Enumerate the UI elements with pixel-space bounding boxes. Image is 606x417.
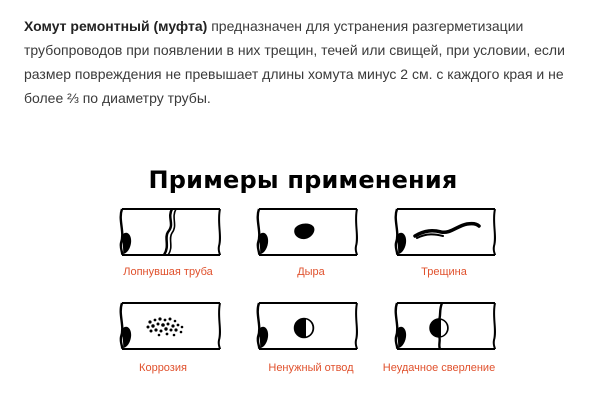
corrosion-pipe-icon <box>121 303 220 349</box>
caption-corrosion: Коррозия <box>139 362 187 374</box>
crack-pipe-icon <box>396 209 495 255</box>
caption-unneeded-branch: Ненужный отвод <box>268 362 354 374</box>
caption-crack: Трещина <box>421 266 467 278</box>
intro-text: предназначен для устранения разгерметизации трубопроводов при появлении в них трещин, течей или свищей, при условии, если размер повреждения не превышает длины хомута минус 2 см. с каждого края и не более ⅔ по диаметру трубы. <box>24 18 565 106</box>
cracked-pipe-icon <box>121 209 220 255</box>
caption-failed-drilling: Неудачное сверление <box>382 362 496 374</box>
failed-drilling-pipe-icon <box>396 303 495 349</box>
intro-bold-term: Хомут ремонтный (муфта) <box>24 18 208 34</box>
caption-hole: Дыра <box>297 266 325 278</box>
hole-pipe-icon <box>258 209 357 255</box>
section-title: Примеры применения <box>148 166 458 194</box>
unneeded-branch-pipe-icon <box>258 303 357 349</box>
caption-cracked-pipe: Лопнувшая труба <box>123 266 213 278</box>
